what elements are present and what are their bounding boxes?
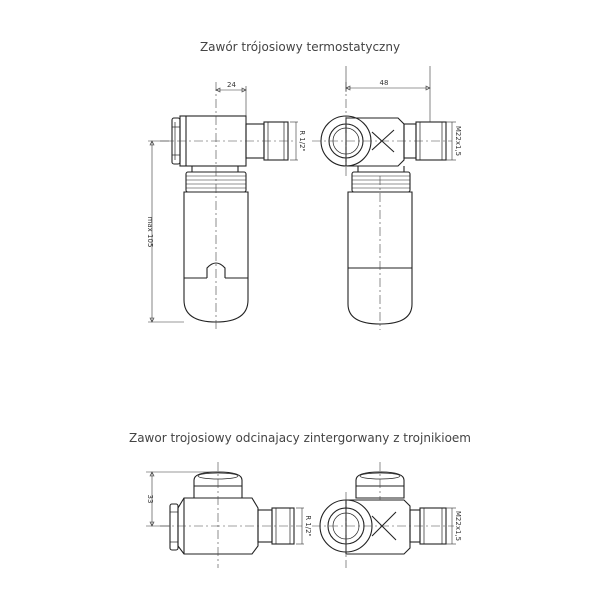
top-diagram-title: Zawór trójosiowy termostatyczny [199,40,401,54]
dim-thread-m22-bottom: M22x1,5 [454,510,462,542]
thermostatic-valve-side-view [146,81,306,330]
bottom-diagram-title: Zawor trojosiowy odcinajacy zintergorwany z trojnikioem [128,431,471,445]
shutoff-body-front [346,500,410,554]
shutoff-valve-front-view [312,462,462,568]
dim-width-48: 48 [379,79,389,87]
dim-thread-m22: M22x1,5 [454,125,462,157]
dim-thread-r-half: R 1/2" [298,130,306,152]
dim-height-max-105: max 105 [146,216,154,248]
dim-height-33: 33 [146,494,154,504]
valve-body-front [346,118,404,166]
dim-thread-r-half-bottom: R 1/2" [304,515,312,537]
dim-width-24: 24 [227,81,236,89]
thermostatic-valve-front-view [312,66,462,330]
shutoff-valve-side-view [146,462,312,568]
